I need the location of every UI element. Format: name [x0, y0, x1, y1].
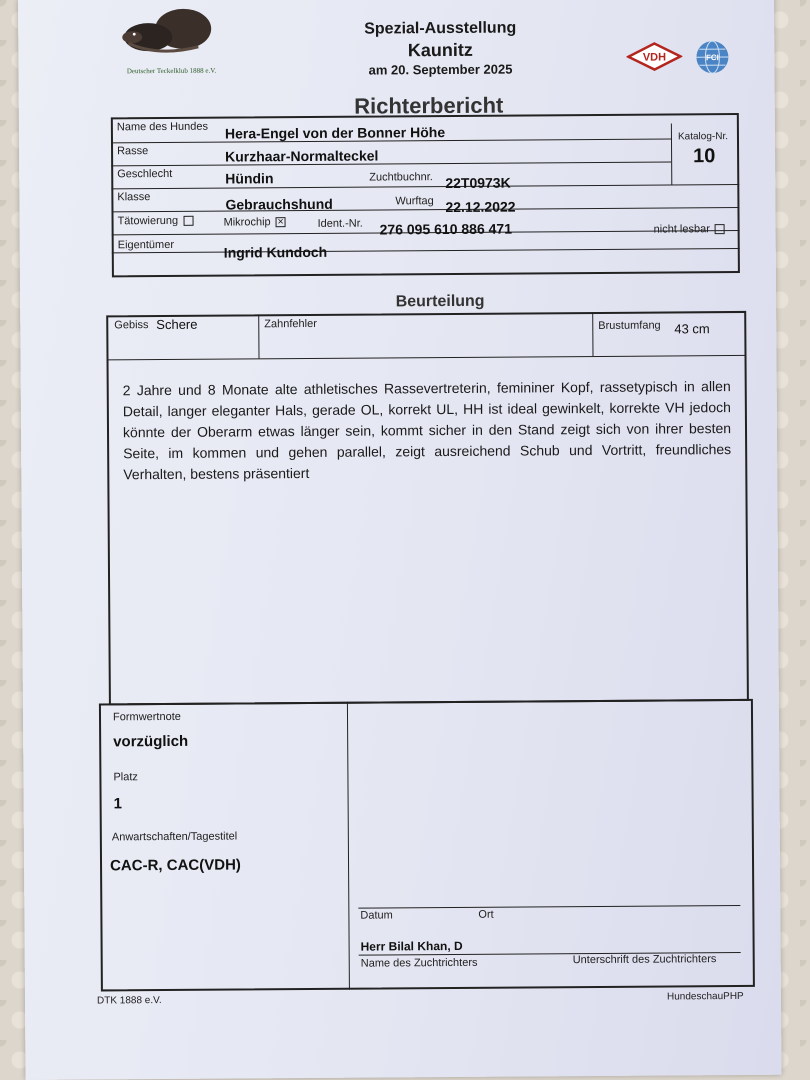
dog-sex: Hündin: [225, 170, 274, 187]
dog-class: Gebrauchshund: [225, 195, 333, 213]
owner-name: Ingrid Kundoch: [223, 243, 328, 261]
label-dog-name: Name des Hundes: [116, 120, 209, 134]
bite-value: Schere: [156, 316, 198, 333]
microchip-label-text: Mikrochip: [223, 216, 271, 229]
ident-no: 276 095 610 886 471: [379, 220, 513, 238]
label-chest-girth: Brustumfang: [598, 319, 661, 332]
tattoo-label-text: Tätowierung: [117, 214, 179, 228]
judge-name: Herr Bilal Khan, D: [360, 938, 463, 954]
dachshund-club-logo-icon: [118, 7, 218, 66]
label-owner: Eigentümer: [117, 238, 175, 252]
label-judge-signature: Unterschrift des Zuchtrichters: [572, 953, 717, 967]
document-page: [18, 0, 782, 1080]
label-breed: Rasse: [117, 145, 149, 158]
chest-girth-value: 43 cm: [674, 321, 710, 337]
label-not-readable: [654, 223, 725, 235]
placement: 1: [113, 795, 123, 813]
label-placement: Platz: [113, 771, 138, 784]
show-header: [330, 18, 550, 78]
show-type: Spezial-Ausstellung: [364, 19, 517, 38]
dog-name: Hera-Engel von der Bonner Höhe: [224, 124, 446, 142]
vdh-logo-icon: [626, 41, 682, 71]
fci-globe-logo-icon: [694, 39, 730, 75]
assessment-title: Beurteilung: [395, 292, 485, 311]
tattoo-checkbox: [183, 216, 193, 226]
label-tattoo: [118, 215, 194, 228]
assessment-text: 2 Jahre und 8 Monate alte athletisches Rassevertreterin, femininer Kopf, rassetypisch in allen Detail, langer eleganter Hals, gerade OL, korrekt UL, HH ist ideal gewinkelt, korrekte VH jedoch könnte der Oberarm etwas länger sein, kommt sicher in den Stand zeigt sich von ihrer besten Seite, im kommen und gehen parallel, zeigt ausreichend Schub und Vortritt, freundliches Verhalten, bestens präsentiert: [122, 378, 732, 483]
label-class: Klasse: [117, 191, 151, 204]
label-sex: Geschlecht: [117, 167, 173, 181]
footer-left: DTK 1888 e.V.: [96, 995, 162, 1007]
titles: CAC-R, CAC(VDH): [109, 856, 241, 875]
label-form-grade: Formwertnote: [112, 710, 181, 724]
label-birth-date: Wurftag: [395, 195, 434, 208]
footer-right: HundeschauPHP: [666, 990, 744, 1003]
label-missing-teeth: Zahnfehler: [264, 317, 317, 331]
show-location: Kaunitz: [407, 39, 473, 61]
fci-logo-text: FCI: [705, 53, 719, 63]
show-date: am 20. September 2025: [368, 61, 513, 78]
studbook-no: 22T0973K: [445, 174, 511, 192]
dog-breed: Kurzhaar-Normalteckel: [225, 147, 379, 165]
microchip-checkbox-checked: ✕: [277, 217, 285, 227]
catalog-no: 10: [693, 145, 716, 168]
label-studbook-no: Zuchtbuchnr.: [369, 171, 433, 184]
assessment-box: [106, 311, 749, 705]
label-place: Ort: [478, 908, 494, 921]
form-grade: vorzüglich: [113, 732, 189, 751]
not-readable-checkbox: [715, 224, 725, 234]
document-title: Richterbericht: [354, 92, 504, 119]
label-titles: Anwartschaften/Tagestitel: [111, 830, 238, 844]
label-date: Datum: [360, 909, 393, 922]
club-logo-caption: Deutscher Teckelklub 1888 e.V.: [126, 66, 217, 76]
label-microchip: [224, 216, 286, 228]
birth-date: 22.12.2022: [445, 198, 516, 216]
label-catalog-no: Katalog-Nr.: [677, 131, 729, 143]
label-ident-no: Ident.-Nr.: [317, 217, 363, 230]
not-readable-text: nicht lesbar: [653, 223, 710, 236]
vdh-logo-text: VDH: [642, 51, 667, 64]
label-bite: Gebiss: [114, 319, 149, 332]
label-judge-name: Name des Zuchtrichters: [360, 956, 478, 970]
